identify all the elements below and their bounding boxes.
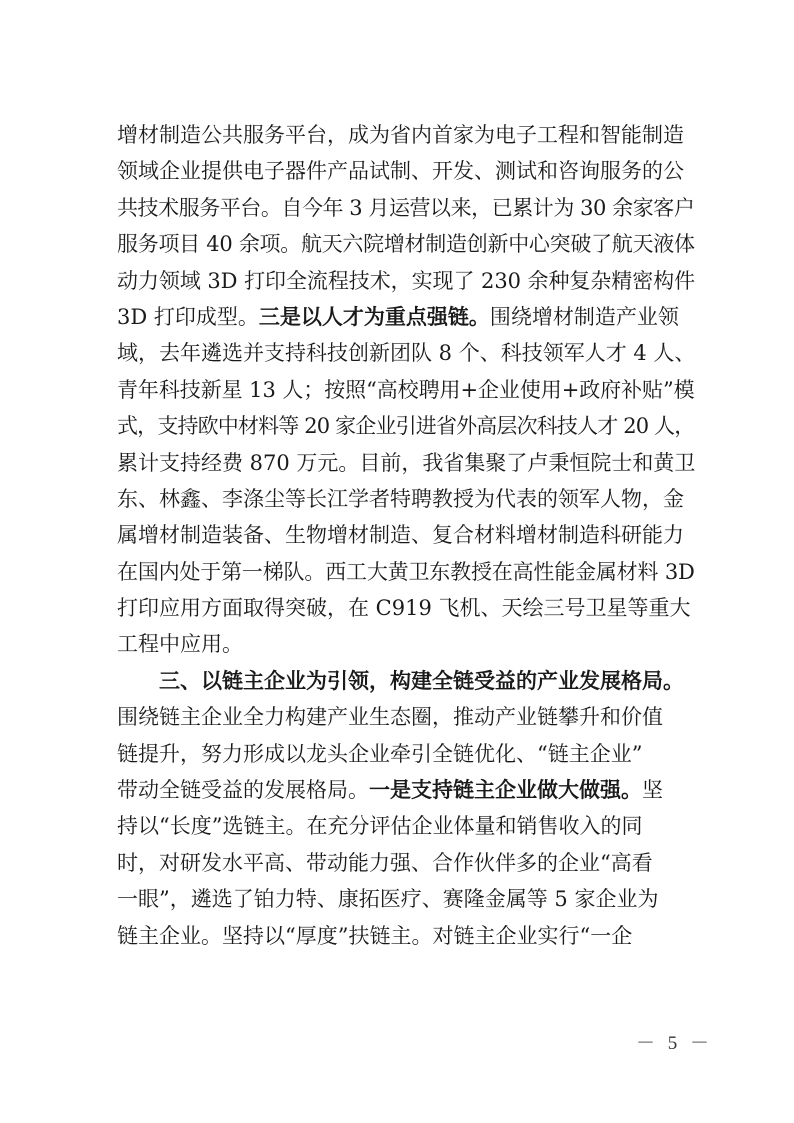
bold-heading-run: 一是支持链主企业做大做强。 — [369, 778, 642, 803]
text-line — [117, 481, 695, 517]
text-line — [117, 554, 695, 590]
text-run: 时，对研发水平高、带动能力强、合作伙伴多的企业“高看 — [117, 850, 653, 875]
text-run: 打印应用方面取得突破，在 C919 飞机、天绘三号卫星等重大 — [117, 596, 691, 621]
section-heading-line — [117, 663, 695, 699]
text-run: 式，支持欧中材料等 20 家企业引进省外高层次科技人才 20 人， — [117, 414, 695, 439]
text-line — [117, 263, 695, 299]
text-run: 领域企业提供电子器件产品试制、开发、测试和咨询服务的公 — [117, 159, 684, 184]
text-run: 持以“长度”选链主。在充分评估企业体量和销售收入的同 — [117, 814, 643, 839]
text-run: 带动全链受益的发展格局。 — [117, 778, 369, 803]
text-line — [117, 918, 695, 954]
text-line — [117, 517, 695, 553]
text-run: 一眼”，遴选了铂力特、康拓医疗、赛隆金属等 5 家企业为 — [117, 887, 659, 912]
text-run: 工程中应用。 — [117, 632, 243, 657]
text-line — [117, 335, 695, 371]
text-run: 动力领域 3D 打印全流程技术，实现了 230 余种复杂精密构件 — [117, 268, 696, 293]
text-run: 青年科技新星 13 人；按照“高校聘用+企业使用+政府补贴”模 — [117, 377, 695, 402]
text-run: 围绕增材制造产业领 — [489, 304, 679, 329]
text-run: 属增材制造装备、生物增材制造、复合材料增材制造科研能力 — [117, 523, 684, 548]
section-heading: 三、以链主企业为引领，构建全链受益的产业发展格局。 — [159, 668, 684, 693]
text-run: 服务项目 40 余项。航天六院增材制造创新中心突破了航天液体 — [117, 232, 695, 257]
text-line — [117, 445, 695, 481]
text-line — [117, 736, 695, 772]
text-line — [117, 845, 695, 881]
text-run: 3D 打印成型。 — [117, 304, 259, 329]
page-number: － 5 － — [636, 1033, 714, 1054]
body-text — [117, 117, 695, 954]
text-run: 共技术服务平台。自今年 3 月运营以来，已累计为 30 余家客户 — [117, 195, 695, 220]
text-line — [117, 408, 695, 444]
text-run: 链主企业。坚持以“厚度”扶链主。对链主企业实行“一企 — [117, 923, 633, 948]
text-line — [117, 190, 695, 226]
text-line — [117, 153, 695, 189]
text-line — [117, 226, 695, 262]
text-run: 坚 — [642, 778, 663, 803]
text-run: 增材制造公共服务平台，成为省内首家为电子工程和智能制造 — [117, 123, 684, 147]
text-line — [117, 299, 695, 335]
text-run: 累计支持经费 870 万元。目前，我省集聚了卢秉恒院士和黄卫 — [117, 450, 696, 475]
text-run: 链提升，努力形成以龙头企业牵引全链优化、“链主企业” — [117, 741, 643, 766]
text-line — [117, 590, 695, 626]
text-line — [117, 699, 695, 735]
text-run: 在国内处于第一梯队。西工大黄卫东教授在高性能金属材料 3D — [117, 559, 695, 584]
text-line — [117, 808, 695, 844]
text-run: 东、林鑫、李涤尘等长江学者特聘教授为代表的领军人物，金 — [117, 486, 684, 511]
text-line — [117, 626, 695, 662]
bold-heading-run: 三是以人才为重点强链。 — [258, 304, 490, 329]
text-run: 围绕链主企业全力构建产业生态圈，推动产业链攀升和价值 — [117, 705, 663, 730]
text-run: 域，去年遴选并支持科技创新团队 8 个、科技领军人才 4 人、 — [117, 341, 696, 366]
text-line — [117, 117, 695, 153]
text-line — [117, 372, 695, 408]
text-line — [117, 772, 695, 808]
text-line — [117, 881, 695, 917]
